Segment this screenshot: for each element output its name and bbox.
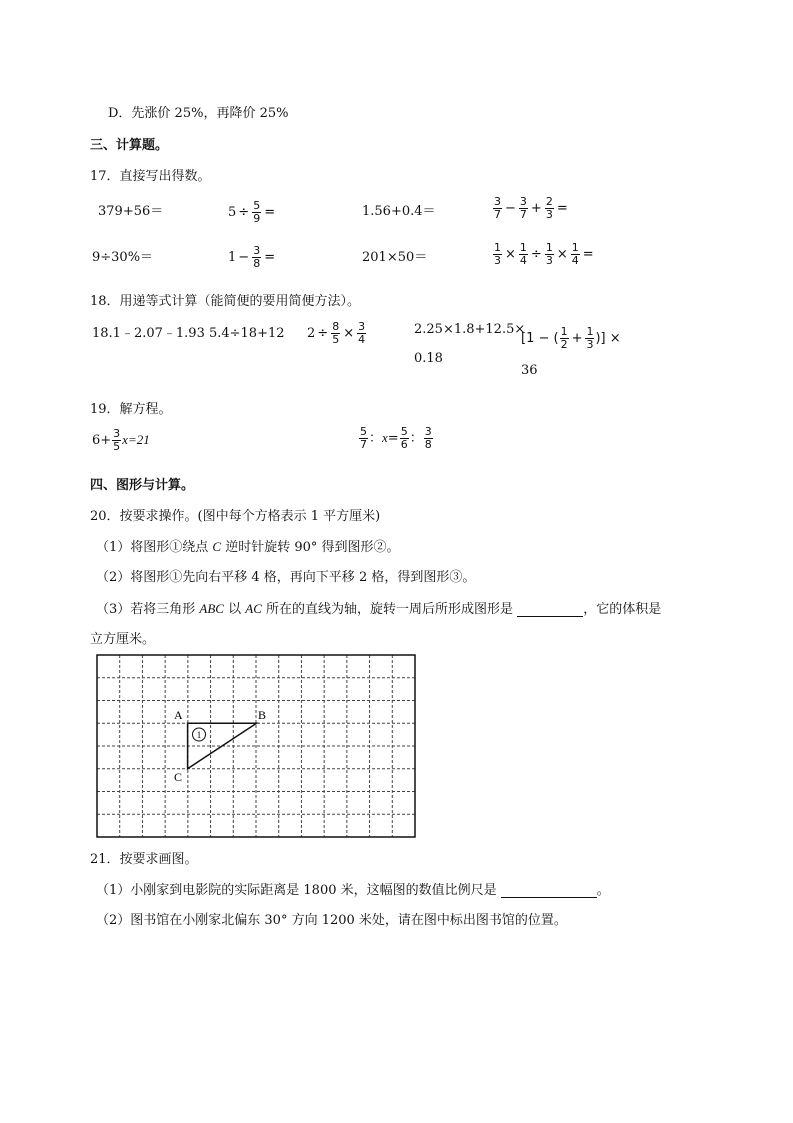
option-d: D．先涨价 25%，再降价 25% — [108, 106, 289, 121]
fraction: $\frac{1}{3}$ — [494, 241, 501, 267]
q17-item-e: 9÷30%＝ — [92, 250, 154, 265]
q19-title: 19．解方程。 — [90, 402, 172, 417]
q20-part3-line2: 立方厘米。 — [90, 632, 156, 647]
fraction: $\frac{8}{5}$ — [332, 320, 340, 346]
q21-title: 21．按要求画图。 — [90, 852, 198, 867]
section-3-heading: 三、计算题。 — [90, 138, 169, 153]
q17-item-f: 1 − $\frac{3}{8}$ = — [228, 244, 276, 270]
fraction: $\frac{2}{3}$ — [545, 195, 553, 221]
grid-lines — [97, 655, 415, 837]
q17-item-h: $\frac{1}{3}$ × $\frac{1}{4}$ ÷ $\frac{1}{3}$ × $\frac{1}{4}$ = — [494, 241, 594, 267]
answer-blank[interactable] — [501, 897, 597, 898]
q18-title: 18．用递等式计算（能简便的要用简便方法）。 — [90, 294, 361, 309]
fraction: $\frac{3}{8}$ — [424, 425, 432, 451]
q18-item-d-line2: 36 — [521, 363, 538, 378]
fraction: $\frac{3}{4}$ — [358, 320, 366, 346]
fraction: $\frac{1}{2}$ — [560, 325, 568, 351]
fraction: $\frac{5}{9}$ — [253, 199, 261, 225]
int: 5 — [228, 205, 237, 220]
q18-item-c-line2: 0.18 — [414, 351, 443, 366]
grid-figure — [96, 654, 418, 839]
q20-part2: （2）将图形①先向右平移 4 格，再向下平移 2 格，得到图形③。 — [96, 570, 476, 585]
q21-part1: （1）小刚家到电影院的实际距离是 1800 米，这幅图的数值比例尺是 。 — [96, 883, 610, 898]
q20-part3: （3）若将三角形 ABC 以 AC 所在的直线为轴，旋转一周后所形成图形是 ，它的体积是 — [96, 601, 662, 617]
q17-title: 17．直接写出得数。 — [90, 169, 211, 184]
fraction: $\frac{5}{7}$ — [360, 425, 367, 451]
section-4-heading: 四、图形与计算。 — [90, 478, 195, 493]
q17-item-g: 201×50＝ — [362, 250, 428, 265]
q18-item-d: [1 − ( $\frac{1}{2}$ + $\frac{1}{3}$ )] × — [521, 325, 621, 351]
fraction: $\frac{1}{4}$ — [519, 241, 527, 267]
fraction: $\frac{1}{3}$ — [545, 241, 553, 267]
fraction: $\frac{1}{3}$ — [586, 325, 594, 351]
fraction: $\frac{1}{4}$ — [571, 241, 579, 267]
fraction: $\frac{3}{7}$ — [519, 195, 527, 221]
q18-item-a: 18.1﹣2.07﹣1.93 5.4÷18+12 — [92, 326, 285, 341]
answer-blank[interactable] — [517, 616, 583, 617]
shape-number-label: 1 — [196, 730, 202, 740]
q17-item-c: 1.56+0.4＝ — [362, 204, 436, 219]
q18-item-b: 2 ÷ $\frac{8}{5}$ × $\frac{3}{4}$ — [307, 320, 366, 346]
q20-part1: （1）将图形①绕点 C 逆时针旋转 90° 得到图形②。 — [96, 539, 400, 555]
q19-equation-a: 6+ $\frac{3}{5}$ x=21 — [92, 427, 150, 453]
fraction: $\frac{3}{8}$ — [253, 244, 261, 270]
vertex-label-c: C — [174, 770, 183, 784]
q17-item-d: $\frac{3}{7}$ − $\frac{3}{7}$ + $\frac{2}{3}$ = — [494, 195, 568, 221]
q19-equation-b: $\frac{5}{7}$ ：x= $\frac{5}{6}$ ： $\frac{3}{8}$ — [360, 425, 432, 451]
vertex-label-b: B — [258, 708, 267, 722]
fraction: $\frac{5}{6}$ — [400, 425, 408, 451]
q18-item-c-line1: 2.25×1.8+12.5× — [414, 322, 526, 337]
q20-title: 20．按要求操作。(图中每个方格表示 1 平方厘米) — [90, 509, 381, 524]
fraction: $\frac{3}{5}$ — [113, 427, 121, 453]
q17-item-a: 379+56＝ — [98, 204, 164, 219]
fraction: $\frac{3}{7}$ — [494, 195, 501, 221]
vertex-label-a: A — [174, 708, 183, 722]
q17-item-b: 5 ÷ $\frac{5}{9}$ = — [228, 199, 276, 225]
q21-part2: （2）图书馆在小刚家北偏东 30° 方向 1200 米处，请在图中标出图书馆的位置。 — [96, 913, 567, 928]
